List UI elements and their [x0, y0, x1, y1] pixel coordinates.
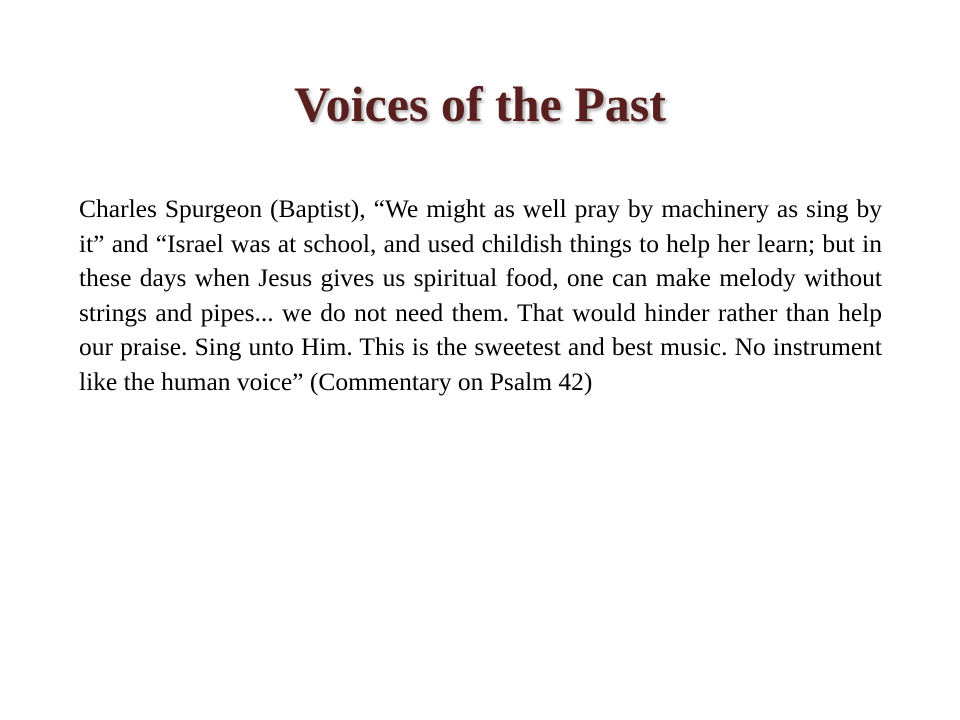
- slide-title: Voices of the Past: [294, 76, 666, 132]
- quote-paragraph: Charles Spurgeon (Baptist), “We might as well pray by machinery as sing by it” and “Israel was at school, and used childish things to help her learn; but in these days when Jesus gives us spiritual food, one can make melody without strings and pipes... we do not need them. That would hinder rather than help our praise. Sing unto Him. This is the sweetest and best music. No instrument like the human voice” (Commentary on Psalm 42): [79, 194, 882, 396]
